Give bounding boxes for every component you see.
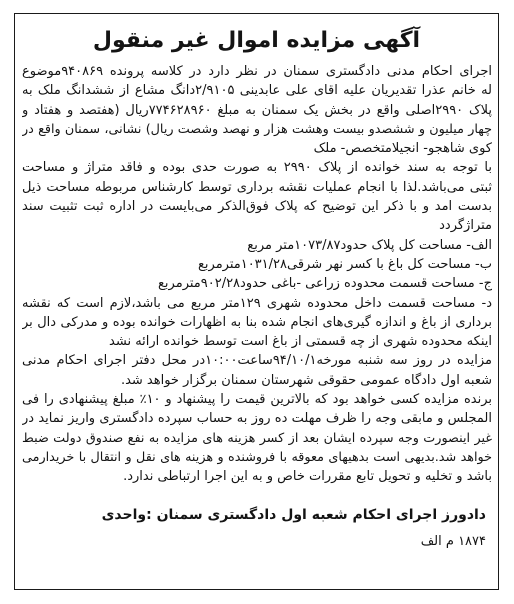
notice-body xyxy=(22,62,492,487)
notice-line: اجرای احکام مدنی دادگستری سمنان در نظر دارد در کلاسه پرونده ۹۴۰۸۶۹موضوع xyxy=(22,64,492,79)
notice-line: برنده مزایده کسی خواهد بود که بالاترین قیمت را پیشنهاد و ۱۰٪ مبلغ پیشنهادی را فی xyxy=(22,392,492,408)
notice-line: خواهد شد.بدیهی است بدهیهای معوقه با فروشنده و هزینه های نقل و انتقال با خریدارمی xyxy=(22,449,492,465)
notice-line: ثبتی می‌باشد.لذا با انجام عملیات نقشه برداری توسط کارشناس مربوطه مساحت ذیل xyxy=(22,179,492,195)
signature-line: دادورز اجرای احکام شعبه اول دادگستری سمنان :واحدی xyxy=(101,507,486,523)
notice-title: آگهی مزایده اموال غیر منقول xyxy=(92,28,421,53)
notice-line: کوی شاهجو- انجیلامتخصص- ملک xyxy=(313,141,492,157)
notice-line: المجلس و مابقی وجه را ظرف مهلت ده روز به حساب سپرده دادگستری واریز نماید در xyxy=(22,411,492,427)
reference-code: ۱۸۷۴ م الف xyxy=(420,534,486,549)
notice-line: غیر اینصورت وجه سپرده ایشان بعد از کسر هزینه های مزایده به نفع صندوق دولت ضبط xyxy=(22,430,492,446)
notice-line: له خانم عذرا تقدیریان علیه اقای علی عابدینی ۲/۹۱۰۵دانگ مشاع از ششدانگ ملک به xyxy=(22,83,492,99)
notice-line: با توجه به سند خوانده از پلاک ۲۹۹۰ به صورت حدی بوده و فاقد متراژ و مساحت xyxy=(22,160,492,176)
area-item-c: ج- مساحت قسمت محدوده زراعی -باغی حدود۹۰۲/۲۸مترمربع xyxy=(158,276,492,292)
notice-line: شعبه اول دادگاه عمومی حقوقی شهرستان سمنان برگزار خواهد شد. xyxy=(120,372,492,388)
notice-line: برداری از باغ و اندازه گیری‌های انجام شده بنا به اظهارات خوانده بوده و مدرکی دال بر xyxy=(22,314,492,330)
notice-line: باشد و تخلیه و تحویل تابع مقررات خاص و به این اجرا ارتباطی ندارد. xyxy=(123,469,492,485)
notice-line: متراژگردد xyxy=(439,218,492,234)
notice-line: بدست امد و با ذکر این توضیح که پلاک فوق‌الذکر می‌بایست در اداره ثبت تثبیت سند xyxy=(22,199,492,215)
auction-date-line: مزایده در روز سه شنبه مورخه۹۴/۱۰/۱ساعت۱۰:۰۰در محل دفتر اجرای احکام مدنی xyxy=(22,353,492,369)
notice-line: چهار میلیون و ششصدو بیست وهشت هزار و نهصد وشصت ریال) نشانی، سمنان واقع در xyxy=(22,121,492,137)
area-item-b: ب- مساحت کل باغ با کسر نهر شرقی۱۰۳۱/۲۸مترمربع xyxy=(197,256,492,272)
notice-line: اینکه محدوده شهری از چه قسمتی از باغ است توسط خوانده ارائه نشد xyxy=(109,334,492,350)
notice-line: پلاک ۲۹۹۰اصلی واقع در بخش یک سمنان به مبلغ ۷۷۴۶۲۸۹۶۰ریال (هفتصد و هفتاد و xyxy=(22,102,492,118)
area-item-a: الف- مساحت کل پلاک حدود۱۰۷۳/۸۷متر مربع xyxy=(247,237,492,253)
area-item-d: د- مساحت قسمت داخل محدوده شهری ۱۲۹متر مربع می باشد،لازم است که نقشه xyxy=(22,295,492,311)
